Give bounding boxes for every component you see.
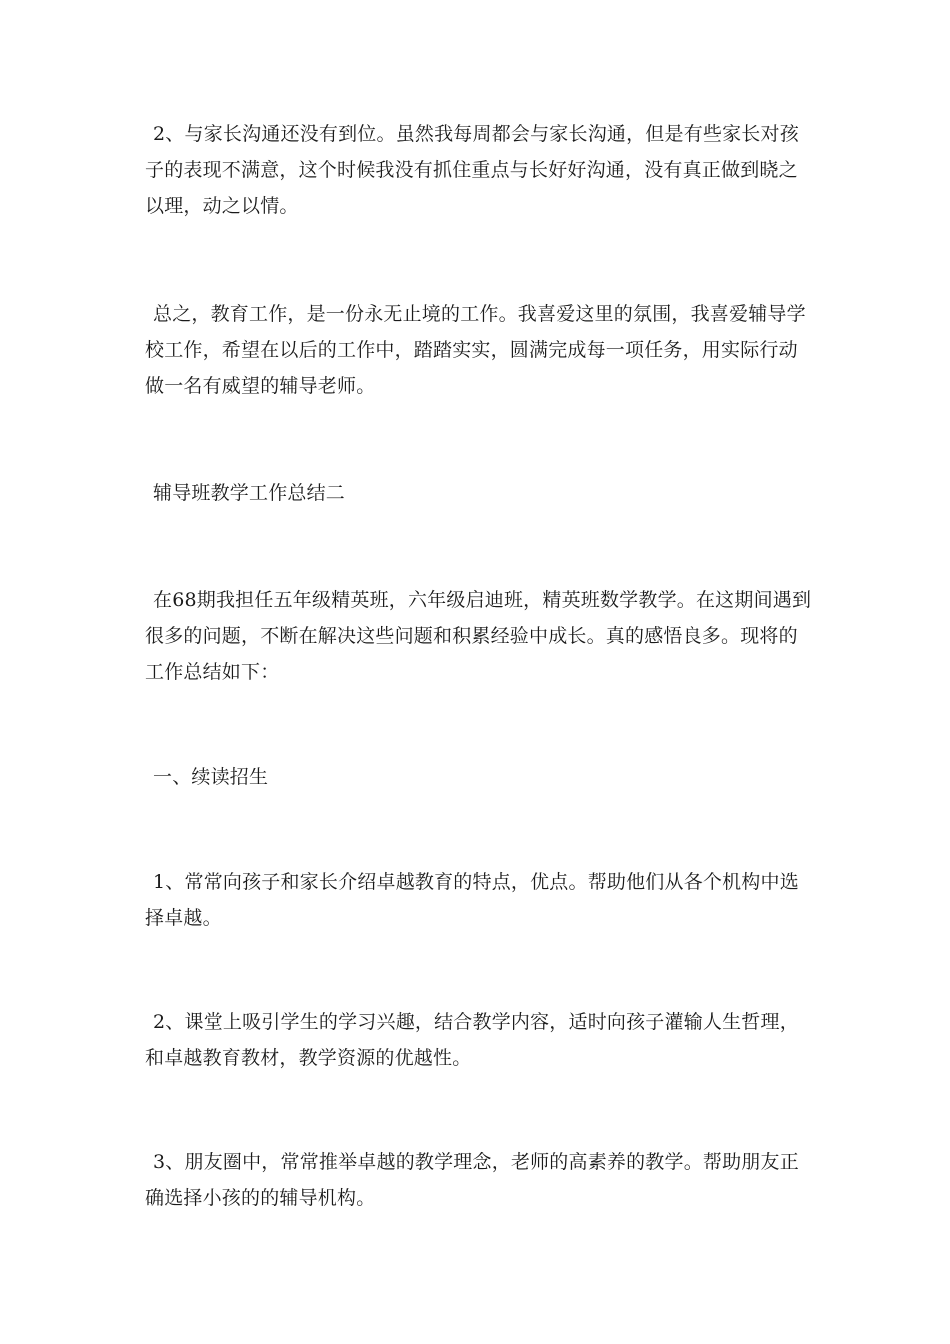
section-title: 辅导班教学工作总结二 (153, 482, 346, 504)
paragraph-parent-communication: 2、与家长沟通还没有到位。虽然我每周都会与家长沟通，但是有些家长对孩子的表现不满意，这个时候我没有抓住重点与长好好沟通，没有真正做到晓之以理，动之以情。 (145, 123, 799, 217)
paragraph-conclusion: 总之，教育工作，是一份永无止境的工作。我喜爱这里的氛围，我喜爱辅导学校工作，希望在以后的工作中，踏踏实实，圆满完成每一项任务，用实际行动做一名有威望的辅导老师。 (145, 303, 806, 397)
list-item-3: 3、朋友圈中，常常推举卓越的教学理念，老师的高素养的教学。帮助朋友正确选择小孩的的辅导机构。 (145, 1151, 799, 1209)
paragraph-intro: 在68期我担任五年级精英班，六年级启迪班，精英班数学教学。在这期间遇到很多的问题，不断在解决这些问题和积累经验中成长。真的感悟良多。现将的工作总结如下： (145, 589, 812, 683)
section-heading-enrollment: 一、续读招生 (153, 766, 269, 788)
list-item-1: 1、常常向孩子和家长介绍卓越教育的特点，优点。帮助他们从各个机构中选择卓越。 (145, 871, 799, 929)
list-item-2: 2、课堂上吸引学生的学习兴趣，结合教学内容，适时向孩子灌输人生哲理，和卓越教育教材，教学资源的优越性。 (145, 1011, 799, 1069)
